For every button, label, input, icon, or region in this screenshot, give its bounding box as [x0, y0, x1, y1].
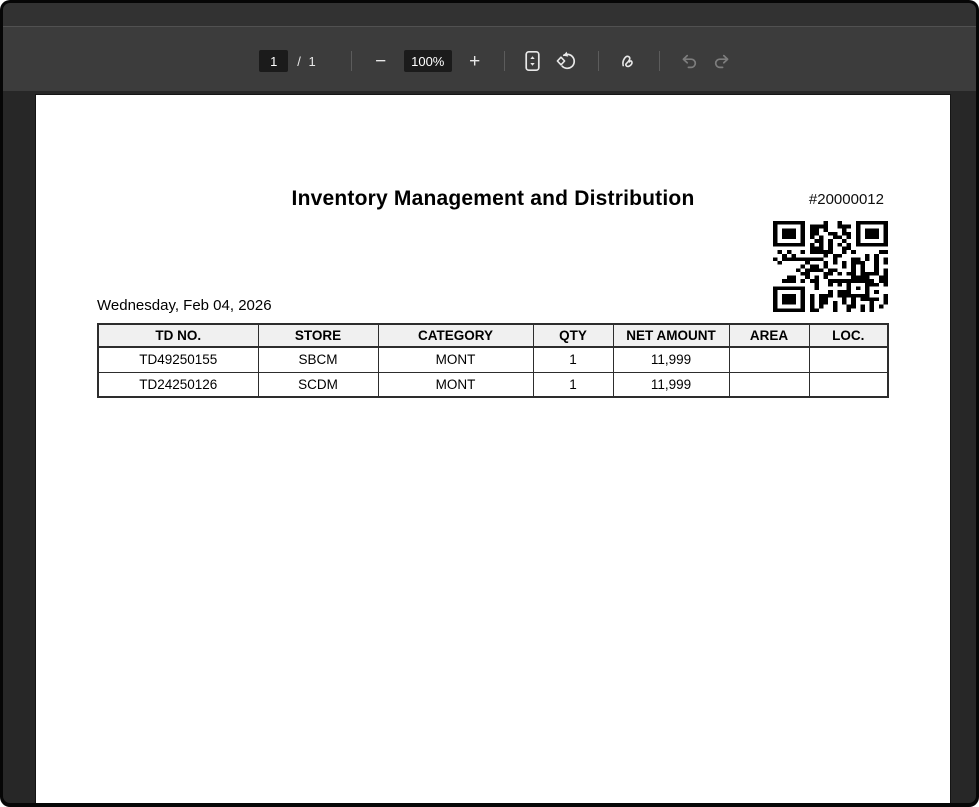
table-cell — [809, 347, 888, 372]
redo-icon — [712, 51, 732, 71]
rotate-button[interactable] — [554, 49, 579, 73]
column-header: STORE — [258, 324, 378, 347]
column-header: QTY — [533, 324, 613, 347]
table-cell: MONT — [378, 347, 533, 372]
zoom-out-button[interactable]: − — [371, 50, 391, 72]
toolbar-divider — [659, 51, 660, 71]
document-number: #20000012 — [808, 191, 884, 208]
column-header: CATEGORY — [378, 324, 533, 347]
column-header: NET AMOUNT — [613, 324, 729, 347]
page-total-label: / 1 — [297, 53, 318, 69]
fit-to-page-button[interactable] — [524, 50, 541, 72]
fit-to-page-icon — [524, 50, 541, 72]
toolbar-divider — [504, 51, 505, 71]
inventory-table-wrap — [97, 323, 889, 398]
zoom-level-input[interactable]: 100% — [404, 50, 452, 72]
table-row — [98, 372, 888, 397]
table-cell: 11,999 — [613, 347, 729, 372]
table-cell: SCDM — [258, 372, 378, 397]
annotate-button[interactable] — [618, 50, 640, 72]
pdf-page — [36, 95, 950, 803]
column-header: LOC. — [809, 324, 888, 347]
window-titlebar — [3, 3, 976, 26]
rotate-counterclockwise-icon — [554, 49, 579, 73]
table-cell — [729, 372, 809, 397]
table-header-row — [98, 324, 888, 347]
table-cell: 11,999 — [613, 372, 729, 397]
toolbar-divider — [351, 51, 352, 71]
table-cell: SBCM — [258, 347, 378, 372]
table-cell: 1 — [533, 372, 613, 397]
table-cell: 1 — [533, 347, 613, 372]
table-cell: MONT — [378, 372, 533, 397]
document-title: Inventory Management and Distribution — [291, 187, 695, 210]
table-row — [98, 347, 888, 372]
pdf-toolbar — [3, 26, 976, 91]
page-number-input[interactable] — [259, 50, 288, 72]
zoom-in-button[interactable]: + — [465, 50, 485, 72]
annotate-icon — [618, 50, 640, 72]
redo-button[interactable] — [712, 51, 732, 71]
toolbar-divider — [598, 51, 599, 71]
pdf-content-area[interactable] — [3, 91, 976, 803]
undo-icon — [679, 51, 699, 71]
column-header: AREA — [729, 324, 809, 347]
table-cell: TD24250126 — [98, 372, 258, 397]
table-cell: TD49250155 — [98, 347, 258, 372]
inventory-table — [97, 323, 889, 398]
column-header: TD NO. — [98, 324, 258, 347]
qr-code — [773, 221, 888, 312]
undo-button[interactable] — [679, 51, 699, 71]
table-cell — [729, 347, 809, 372]
document-date: Wednesday, Feb 04, 2026 — [97, 297, 272, 314]
table-cell — [809, 372, 888, 397]
